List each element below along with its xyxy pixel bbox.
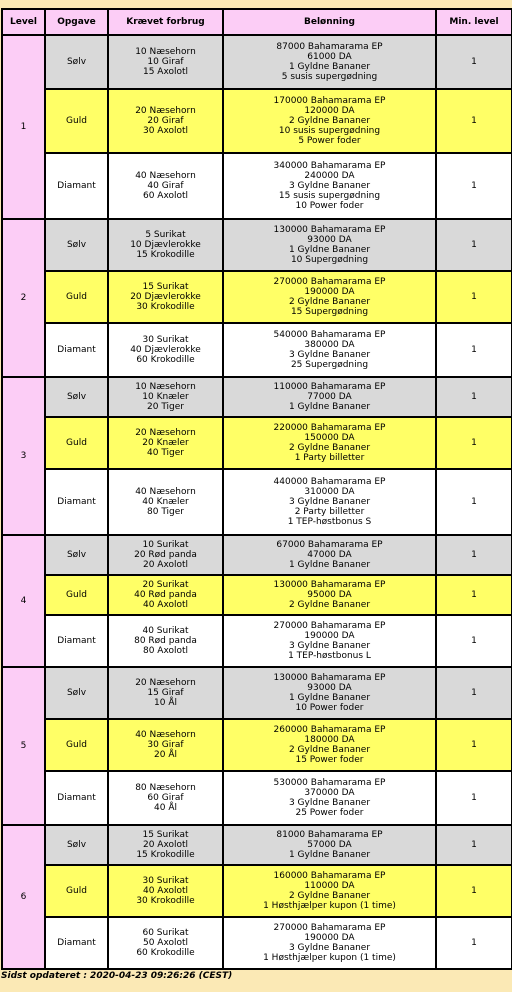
reward-line: 190000 DA [304, 933, 355, 943]
consumption-line: 20 Tiger [147, 402, 184, 412]
consumption-line: 10 Næsehorn [135, 47, 196, 57]
table-row [2, 89, 512, 153]
reward-line: 130000 Bahamarama EP [273, 673, 386, 683]
table-row [2, 917, 512, 969]
reward-line: 87000 Bahamarama EP [276, 42, 383, 52]
consumption-line: 20 Ål [154, 750, 177, 760]
consumption-line: 40 Axolotl [142, 886, 189, 896]
reward-line: 1 TEP-høstbonus S [287, 517, 372, 527]
reward-line: 270000 Bahamarama EP [273, 277, 386, 287]
reward-cell [223, 35, 436, 89]
task-name-cell: Guld [45, 271, 108, 323]
required-consumption-cell [108, 917, 223, 969]
reward-line: 260000 Bahamarama EP [273, 725, 386, 735]
consumption-line: 30 Surikat [142, 335, 189, 345]
header-min-level: Min. level [436, 9, 512, 35]
consumption-line: 40 Knæler [142, 497, 189, 507]
reward-line: 1 Gyldne Bananer [288, 402, 371, 412]
consumption-line: 20 Axolotl [142, 840, 189, 850]
min-level-cell: 1 [436, 771, 512, 825]
consumption-line: 40 Næsehorn [135, 171, 196, 181]
consumption-line: 15 Axolotl [142, 67, 189, 77]
consumption-line: 15 Krokodille [136, 250, 195, 260]
required-consumption-cell [108, 89, 223, 153]
table-row [2, 575, 512, 615]
reward-line: 1 Gyldne Bananer [288, 560, 371, 570]
table-row [2, 771, 512, 825]
task-name-cell: Diamant [45, 153, 108, 219]
required-consumption-cell [108, 575, 223, 615]
consumption-line: 10 Næsehorn [135, 382, 196, 392]
reward-line: 190000 DA [304, 287, 355, 297]
consumption-line: 40 Giraf [147, 181, 184, 191]
reward-line: 170000 Bahamarama EP [273, 96, 386, 106]
consumption-line: 15 Surikat [142, 830, 189, 840]
consumption-line: 60 Krokodille [136, 355, 195, 365]
consumption-line: 80 Tiger [147, 507, 184, 517]
consumption-line: 50 Axolotl [142, 938, 189, 948]
reward-line: 440000 Bahamarama EP [273, 477, 386, 487]
table-body [2, 35, 512, 969]
reward-line: 3 Gyldne Bananer [288, 181, 371, 191]
task-name-cell: Guld [45, 575, 108, 615]
required-consumption-cell [108, 35, 223, 89]
required-consumption-cell [108, 865, 223, 917]
consumption-line: 20 Knæler [142, 438, 189, 448]
reward-line: 2 Gyldne Bananer [288, 745, 371, 755]
reward-line: 2 Gyldne Bananer [288, 297, 371, 307]
reward-line: 1 Gyldne Bananer [288, 62, 371, 72]
reward-line: 1 TEP-høstbonus L [288, 651, 371, 661]
reward-line: 1 Høsthjælper kupon (1 time) [263, 901, 396, 911]
reward-cell [223, 323, 436, 377]
min-level-cell: 1 [436, 917, 512, 969]
min-level-cell: 1 [436, 825, 512, 865]
consumption-line: 40 Axolotl [142, 600, 189, 610]
table-row [2, 271, 512, 323]
reward-line: 120000 DA [304, 106, 355, 116]
header-level: Level [2, 9, 45, 35]
reward-line: 61000 DA [307, 52, 352, 62]
consumption-line: 40 Rød panda [134, 590, 197, 600]
reward-line: 93000 DA [307, 235, 352, 245]
consumption-line: 10 Knæler [142, 392, 189, 402]
reward-cell [223, 469, 436, 535]
reward-line: 540000 Bahamarama EP [273, 330, 386, 340]
table-row [2, 219, 512, 271]
reward-cell [223, 219, 436, 271]
consumption-line: 40 Djævlerokke [130, 345, 201, 355]
reward-line: 3 Gyldne Bananer [288, 350, 371, 360]
reward-line: 530000 Bahamarama EP [273, 778, 386, 788]
consumption-line: 40 Ål [154, 803, 177, 813]
consumption-line: 30 Surikat [142, 876, 189, 886]
task-name-cell: Diamant [45, 323, 108, 377]
required-consumption-cell [108, 719, 223, 771]
level-cell: 2 [2, 219, 45, 377]
consumption-line: 60 Surikat [142, 928, 189, 938]
reward-line: 25 Power foder [295, 808, 364, 818]
consumption-line: 60 Giraf [147, 793, 184, 803]
task-name-cell: Diamant [45, 469, 108, 535]
reward-line: 2 Gyldne Bananer [288, 443, 371, 453]
reward-line: 1 Gyldne Bananer [288, 693, 371, 703]
consumption-line: 60 Krokodille [136, 948, 195, 958]
reward-cell [223, 615, 436, 667]
reward-line: 57000 DA [307, 840, 352, 850]
reward-cell [223, 771, 436, 825]
consumption-line: 20 Næsehorn [135, 678, 196, 688]
consumption-line: 20 Surikat [142, 580, 189, 590]
table-row [2, 535, 512, 575]
header-belonning: Belønning [223, 9, 436, 35]
reward-line: 5 Power foder [298, 136, 361, 146]
reward-cell [223, 575, 436, 615]
reward-line: 270000 Bahamarama EP [273, 621, 386, 631]
table-row [2, 35, 512, 89]
consumption-line: 30 Krokodille [136, 302, 195, 312]
consumption-line: 20 Giraf [147, 116, 184, 126]
reward-line: 5 susis supergødning [281, 72, 378, 82]
reward-line: 3 Gyldne Bananer [288, 798, 371, 808]
consumption-line: 10 Surikat [142, 540, 189, 550]
required-consumption-cell [108, 667, 223, 719]
reward-line: 77000 DA [307, 392, 352, 402]
consumption-line: 40 Næsehorn [135, 730, 196, 740]
reward-line: 2 Gyldne Bananer [288, 891, 371, 901]
min-level-cell: 1 [436, 575, 512, 615]
reward-cell [223, 89, 436, 153]
required-consumption-cell [108, 417, 223, 469]
task-name-cell: Sølv [45, 825, 108, 865]
reward-line: 3 Gyldne Bananer [288, 943, 371, 953]
reward-line: 67000 Bahamarama EP [276, 540, 383, 550]
reward-line: 2 Gyldne Bananer [288, 116, 371, 126]
consumption-line: 60 Axolotl [142, 191, 189, 201]
min-level-cell: 1 [436, 469, 512, 535]
task-name-cell: Diamant [45, 917, 108, 969]
table-row [2, 323, 512, 377]
consumption-line: 20 Axolotl [142, 560, 189, 570]
min-level-cell: 1 [436, 323, 512, 377]
min-level-cell: 1 [436, 417, 512, 469]
task-name-cell: Sølv [45, 377, 108, 417]
rewards-table [1, 8, 512, 970]
required-consumption-cell [108, 323, 223, 377]
consumption-line: 40 Surikat [142, 626, 189, 636]
table-row [2, 825, 512, 865]
reward-cell [223, 917, 436, 969]
consumption-line: 15 Krokodille [136, 850, 195, 860]
min-level-cell: 1 [436, 377, 512, 417]
required-consumption-cell [108, 825, 223, 865]
task-name-cell: Sølv [45, 35, 108, 89]
reward-line: 220000 Bahamarama EP [273, 423, 386, 433]
reward-line: 1 Høsthjælper kupon (1 time) [263, 953, 396, 963]
consumption-line: 40 Tiger [147, 448, 184, 458]
reward-cell [223, 719, 436, 771]
table-row [2, 615, 512, 667]
required-consumption-cell [108, 377, 223, 417]
reward-line: 1 Gyldne Bananer [288, 245, 371, 255]
reward-cell [223, 153, 436, 219]
consumption-line: 20 Djævlerokke [130, 292, 201, 302]
reward-line: 15 susis supergødning [278, 191, 381, 201]
reward-line: 370000 DA [304, 788, 355, 798]
min-level-cell: 1 [436, 535, 512, 575]
consumption-line: 80 Næsehorn [135, 783, 196, 793]
reward-cell [223, 667, 436, 719]
required-consumption-cell [108, 771, 223, 825]
reward-cell [223, 271, 436, 323]
reward-line: 110000 Bahamarama EP [273, 382, 386, 392]
consumption-line: 20 Næsehorn [135, 106, 196, 116]
reward-line: 10 susis supergødning [278, 126, 381, 136]
task-name-cell: Diamant [45, 771, 108, 825]
consumption-line: 30 Axolotl [142, 126, 189, 136]
reward-line: 2 Party billetter [294, 507, 365, 517]
header-row [2, 9, 512, 35]
reward-line: 1 Gyldne Bananer [288, 850, 371, 860]
last-updated-text: Sidst opdateret : 2020-04-23 09:26:26 (CEST) [1, 971, 233, 981]
reward-cell [223, 417, 436, 469]
table-row [2, 865, 512, 917]
required-consumption-cell [108, 219, 223, 271]
reward-line: 93000 DA [307, 683, 352, 693]
level-cell: 4 [2, 535, 45, 667]
min-level-cell: 1 [436, 615, 512, 667]
consumption-line: 10 Giraf [147, 57, 184, 67]
header-opgave: Opgave [45, 9, 108, 35]
reward-line: 15 Supergødning [290, 307, 369, 317]
min-level-cell: 1 [436, 719, 512, 771]
consumption-line: 15 Giraf [147, 688, 184, 698]
min-level-cell: 1 [436, 219, 512, 271]
reward-line: 190000 DA [304, 631, 355, 641]
min-level-cell: 1 [436, 271, 512, 323]
reward-line: 380000 DA [304, 340, 355, 350]
consumption-line: 10 Djævlerokke [130, 240, 201, 250]
consumption-line: 30 Krokodille [136, 896, 195, 906]
min-level-cell: 1 [436, 35, 512, 89]
reward-cell [223, 377, 436, 417]
task-name-cell: Guld [45, 89, 108, 153]
min-level-cell: 1 [436, 865, 512, 917]
reward-line: 180000 DA [304, 735, 355, 745]
required-consumption-cell [108, 615, 223, 667]
table-row [2, 469, 512, 535]
table-row [2, 667, 512, 719]
table-row [2, 417, 512, 469]
task-name-cell: Sølv [45, 535, 108, 575]
reward-line: 130000 Bahamarama EP [273, 580, 386, 590]
reward-line: 47000 DA [307, 550, 352, 560]
consumption-line: 20 Rød panda [134, 550, 197, 560]
required-consumption-cell [108, 271, 223, 323]
reward-line: 10 Supergødning [290, 255, 369, 265]
level-cell: 1 [2, 35, 45, 219]
reward-line: 2 Gyldne Bananer [288, 600, 371, 610]
reward-line: 10 Power foder [295, 703, 364, 713]
reward-line: 110000 DA [304, 881, 355, 891]
min-level-cell: 1 [436, 667, 512, 719]
task-name-cell: Diamant [45, 615, 108, 667]
reward-line: 340000 Bahamarama EP [273, 161, 386, 171]
reward-cell [223, 825, 436, 865]
min-level-cell: 1 [436, 89, 512, 153]
reward-line: 150000 DA [304, 433, 355, 443]
reward-line: 270000 Bahamarama EP [273, 923, 386, 933]
reward-line: 10 Power foder [295, 201, 364, 211]
reward-line: 25 Supergødning [290, 360, 369, 370]
task-name-cell: Guld [45, 417, 108, 469]
reward-line: 130000 Bahamarama EP [273, 225, 386, 235]
header-forbrug: Krævet forbrug [108, 9, 223, 35]
reward-line: 3 Gyldne Bananer [288, 641, 371, 651]
task-name-cell: Sølv [45, 219, 108, 271]
required-consumption-cell [108, 153, 223, 219]
consumption-line: 10 Ål [154, 698, 177, 708]
required-consumption-cell [108, 469, 223, 535]
consumption-line: 40 Næsehorn [135, 487, 196, 497]
reward-line: 81000 Bahamarama EP [276, 830, 383, 840]
reward-line: 15 Power foder [295, 755, 364, 765]
reward-cell [223, 865, 436, 917]
reward-line: 95000 DA [307, 590, 352, 600]
reward-line: 310000 DA [304, 487, 355, 497]
level-cell: 6 [2, 825, 45, 969]
required-consumption-cell [108, 535, 223, 575]
task-name-cell: Guld [45, 865, 108, 917]
consumption-line: 15 Surikat [142, 282, 189, 292]
level-cell: 5 [2, 667, 45, 825]
task-name-cell: Guld [45, 719, 108, 771]
reward-line: 160000 Bahamarama EP [273, 871, 386, 881]
consumption-line: 20 Næsehorn [135, 428, 196, 438]
min-level-cell: 1 [436, 153, 512, 219]
table-row [2, 719, 512, 771]
consumption-line: 80 Rød panda [134, 636, 197, 646]
reward-line: 240000 DA [304, 171, 355, 181]
consumption-line: 30 Giraf [147, 740, 184, 750]
task-name-cell: Sølv [45, 667, 108, 719]
table-row [2, 377, 512, 417]
reward-cell [223, 535, 436, 575]
table-row [2, 153, 512, 219]
reward-line: 1 Party billetter [294, 453, 365, 463]
reward-line: 3 Gyldne Bananer [288, 497, 371, 507]
consumption-line: 80 Axolotl [142, 646, 189, 656]
consumption-line: 5 Surikat [145, 230, 186, 240]
level-cell: 3 [2, 377, 45, 535]
